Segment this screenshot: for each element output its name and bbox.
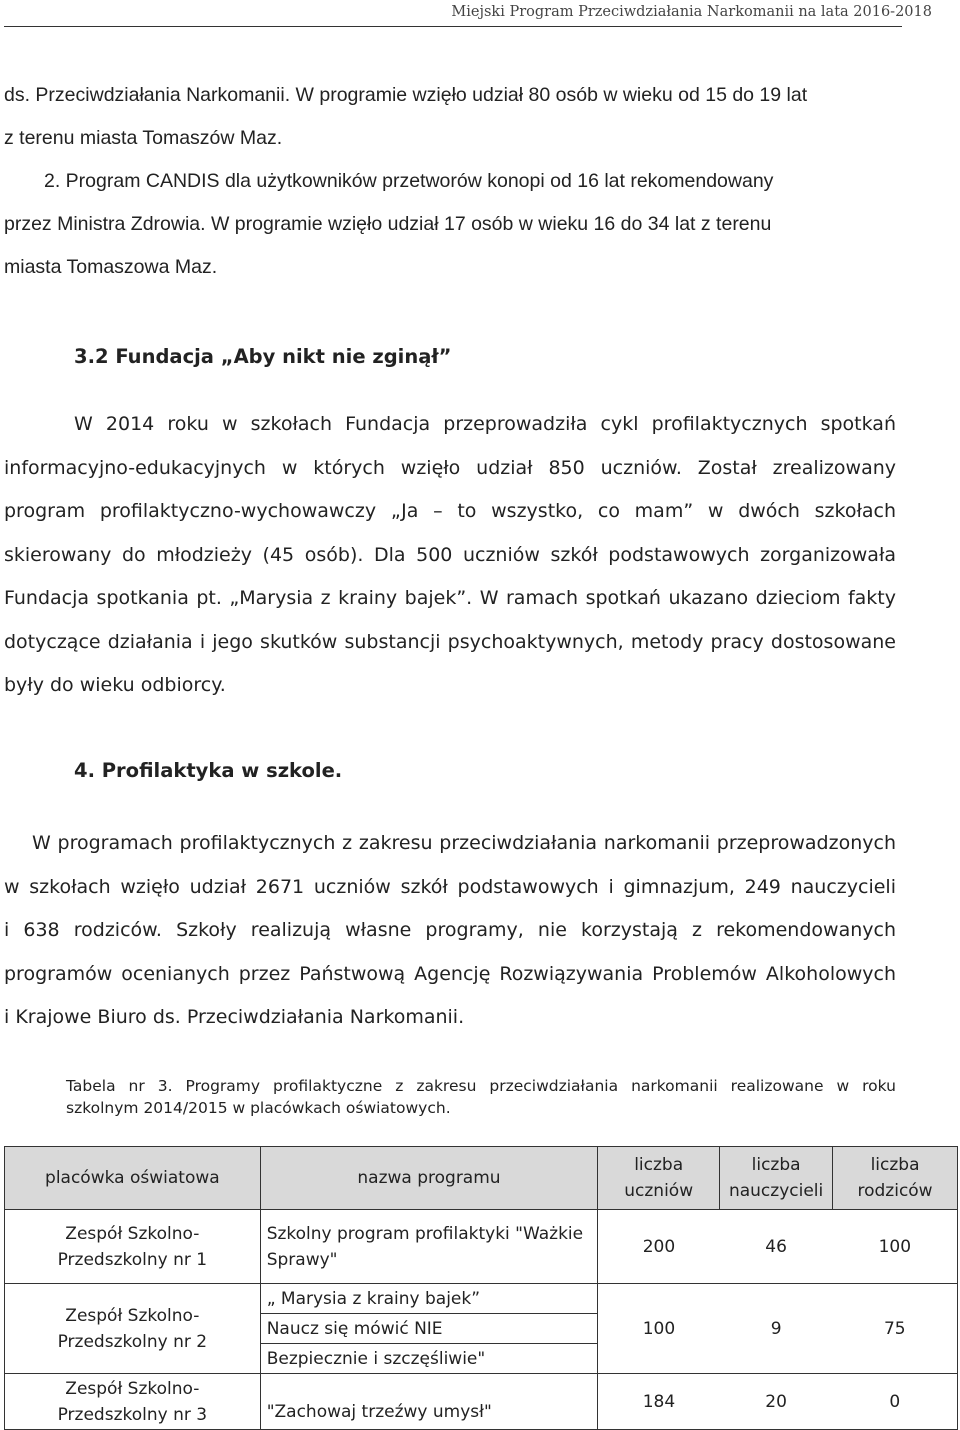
header-parents-line-2: rodziców (857, 1181, 933, 1201)
paragraph-line: w szkołach wzięło udział 2671 uczniów szkół podstawowych i gimnazjum, 249 nauczycieli (4, 875, 896, 898)
cell-school (5, 1374, 261, 1430)
cell-students: 200 (598, 1210, 720, 1284)
cell-parents: 75 (833, 1284, 958, 1374)
school-name-line-1: Zespół Szkolno- (65, 1305, 200, 1326)
header-parents (833, 1147, 958, 1210)
paragraph-line: informacyjno-edukacyjnych w których wzięło udział 850 uczniów. Został zrealizowany (4, 456, 896, 479)
cell-program: „ Marysia z krainy bajek” (260, 1284, 598, 1314)
header-students (598, 1147, 720, 1210)
cell-program: "Zachowaj trzeźwy umysł" (260, 1374, 598, 1430)
table-caption (66, 1075, 896, 1119)
header-title: Miejski Program Przeciwdziałania Narkomanii na lata 2016-2018 (451, 4, 932, 20)
section-3-2-heading: 3.2 Fundacja „Aby nikt nie zginął” (74, 345, 452, 368)
cell-school (5, 1210, 261, 1284)
cell-school (5, 1284, 261, 1374)
table-row (5, 1374, 958, 1430)
intro-item2-line-3: miasta Tomaszowa Maz. (4, 256, 218, 278)
cell-program: Bezpiecznie i szczęśliwie" (260, 1344, 598, 1374)
paragraph-line: program profilaktyczno-wychowawczy „Ja – to wszystko, co mam” w dwóch szkołach (4, 500, 896, 522)
header-program: nazwa programu (260, 1147, 598, 1210)
header-students-line-2: uczniów (624, 1181, 694, 1201)
paragraph-line: W 2014 roku w szkołach Fundacja przeprowadziła cykl profilaktycznych spotkań (74, 413, 896, 435)
school-name-line-2: Przedszkolny nr 3 (57, 1404, 208, 1425)
paragraph-line: i Krajowe Biuro ds. Przeciwdziałania Narkomanii. (4, 1006, 465, 1028)
section-4-heading: 4. Profilaktyka w szkole. (74, 759, 343, 782)
page-header (0, 0, 960, 30)
cell-teachers: 9 (720, 1284, 833, 1374)
school-name-line-1: Zespół Szkolno- (65, 1378, 200, 1399)
paragraph-line: skierowany do młodzieży (45 osób). Dla 500 uczniów szkół podstawowych zorganizowała (4, 543, 896, 566)
header-rule (4, 26, 902, 27)
intro-item2-line-2: przez Ministra Zdrowia. W programie wzięło udział 17 osób w wieku 16 do 34 lat z terenu (4, 213, 772, 235)
cell-program: Naucz się mówić NIE (260, 1314, 598, 1344)
cell-teachers: 46 (720, 1210, 833, 1284)
paragraph-line: były do wieku odbiorcy. (4, 674, 226, 696)
cell-parents: 100 (833, 1210, 958, 1284)
school-name-line-2: Przedszkolny nr 1 (57, 1249, 208, 1270)
header-school: placówka oświatowa (5, 1147, 261, 1210)
intro-item2-line-1: 2. Program CANDIS dla użytkowników przetworów konopi od 16 lat rekomendowany (44, 170, 774, 192)
header-students-line-1: liczba (634, 1155, 684, 1175)
cell-students: 100 (598, 1284, 720, 1374)
cell-parents: 0 (833, 1374, 958, 1430)
paragraph-line: dotyczące działania i jego skutków substancji psychoaktywnych, metody pracy dostosowane (4, 630, 896, 653)
table-row (5, 1210, 958, 1284)
paragraph-line: W programach profilaktycznych z zakresu przeciwdziałania narkomanii przeprowadzonych (32, 832, 896, 854)
school-name-line-2: Przedszkolny nr 2 (57, 1331, 208, 1352)
paragraph-line: programów ocenianych przez Państwową Agencję Rozwiązywania Problemów Alkoholowych (4, 962, 896, 985)
cell-teachers: 20 (720, 1374, 833, 1430)
header-teachers-line-1: liczba (751, 1155, 801, 1175)
intro-line-1: ds. Przeciwdziałania Narkomanii. W programie wzięło udział 80 osób w wieku od 15 do 19 lat (4, 84, 808, 106)
header-teachers (720, 1147, 833, 1210)
header-teachers-line-2: nauczycieli (728, 1181, 824, 1201)
caption-line: szkolnym 2014/2015 w placówkach oświatowych. (66, 1099, 451, 1117)
paragraph-line: i 638 rodziców. Szkoły realizują własne programy, nie korzystają z rekomendowanych (4, 919, 896, 941)
cell-program: Szkolny program profilaktyki "Ważkie Sprawy" (260, 1210, 598, 1284)
header-parents-line-1: liczba (870, 1155, 920, 1175)
table-row (5, 1284, 958, 1314)
table-header-row (5, 1147, 958, 1210)
paragraph-line: Fundacja spotkania pt. „Marysia z krainy bajek”. W ramach spotkań ukazano dzieciom fakty (4, 587, 896, 609)
intro-line-2: z terenu miasta Tomaszów Maz. (4, 127, 283, 149)
section-3-2-paragraph (4, 403, 896, 708)
cell-students: 184 (598, 1374, 720, 1430)
school-name-line-1: Zespół Szkolno- (65, 1223, 200, 1244)
programs-table (4, 1146, 958, 1430)
section-4-paragraph (4, 822, 896, 1040)
caption-line: Tabela nr 3. Programy profilaktyczne z zakresu przeciwdziałania narkomanii realizowane w roku (66, 1077, 896, 1095)
